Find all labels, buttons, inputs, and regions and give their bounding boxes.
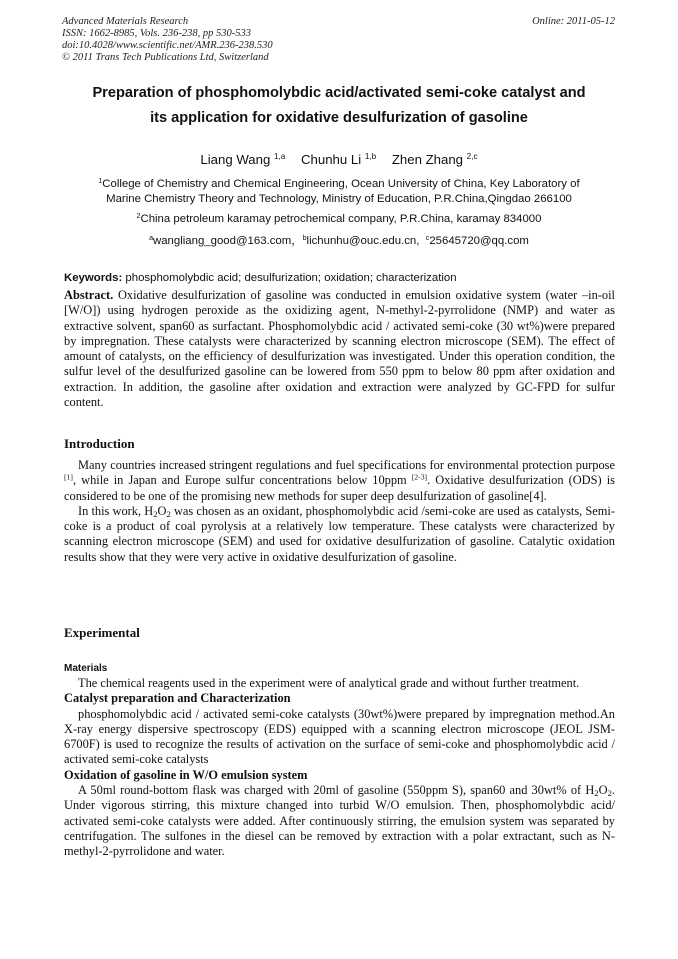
email-link-a[interactable]: wangliang_good@163.com， — [153, 235, 303, 247]
author-affiliation-mark: 1,a — [273, 152, 286, 162]
journal-issn: ISSN: 1662-8985, Vols. 236-238, pp 530-533 — [62, 28, 251, 39]
text-run: O — [598, 783, 608, 798]
author — [301, 152, 376, 167]
keywords-label: Keywords: — [64, 272, 123, 284]
abstract — [64, 288, 615, 410]
author-name: Chunhu Li — [301, 152, 362, 167]
affiliation-mark: 1 — [98, 177, 103, 185]
email-mark: c — [425, 234, 430, 242]
author-affiliation-mark: 1,b — [364, 152, 377, 162]
affiliation-2-text: China petroleum karamay petrochemical company, P.R.China, karamay 834000 — [140, 213, 542, 225]
keywords-text: phosphomolybdic acid; desulfurization; oxidation; characterization — [125, 272, 457, 284]
author — [200, 152, 285, 167]
journal-header — [62, 16, 615, 64]
affiliation-1 — [60, 177, 618, 207]
text-run: Many countries increased stringent regulations and fuel specifications for environmental protection purpose — [78, 458, 615, 472]
text-run: , while in Japan and Europe sulfur concentrations below 10ppm — [72, 473, 412, 488]
author-list — [40, 152, 638, 167]
affiliation-2 — [60, 212, 618, 227]
text-run: . Under vigorous stirring, this mixture changed into turbid W/O emulsion. Then, phosphomolybdic acid/ activated semi-coke catalysts were added. After continuously stirring, the emulsion system was separated by centrifugation. The sulfones in the diesel can be removed by extraction with a polar extractant, such as N-methyl-2-pyrrolidone and water. — [64, 783, 615, 859]
author-name: Liang Wang — [200, 152, 271, 167]
paragraph — [64, 783, 615, 859]
author — [392, 152, 478, 167]
affiliation-mark: 2 — [136, 212, 141, 220]
paper-title — [40, 81, 638, 131]
paper-title-line-1: Preparation of phosphomolybdic acid/activated semi-coke catalyst and — [92, 85, 586, 101]
text-run: . Oxidative desulfurization (ODS) is considered to be one of the promising new methods for super deep desulfurization of gasoline[4]. — [64, 473, 615, 503]
paragraph: phosphomolybdic acid / activated semi-coke catalysts (30wt%)were prepared by impregnation method.An X-ray energy dispersive spectroscopy (EDS) equipped with a scanning electron microscope (JEOL JSM-6700F) is used to recognize the results of activation on the surface of semi-coke and phosphomolybdic acid / activated semi-coke catalysts — [64, 706, 615, 767]
subscript: 2 — [594, 788, 599, 799]
author-affiliation-mark: 2,c — [466, 152, 478, 162]
paragraph — [64, 458, 615, 504]
journal-copyright: © 2011 Trans Tech Publications Ltd, Switzerland — [62, 52, 269, 63]
online-date: Online: 2011-05-12 — [532, 16, 615, 27]
email-mark: b — [302, 234, 307, 242]
email-link-c[interactable]: 25645720@qq.com — [429, 235, 529, 247]
introduction-body — [64, 458, 615, 565]
section-heading-experimental: Experimental — [64, 625, 140, 640]
subsection-heading-oxidation: Oxidation of gasoline in W/O emulsion system — [64, 767, 308, 782]
citation[interactable]: [2-3] — [411, 472, 428, 482]
paragraph: The chemical reagents used in the experiment were of analytical grade and without further treatment. — [78, 676, 580, 690]
subscript: 2 — [153, 509, 158, 520]
subsection-heading-catalyst: Catalyst preparation and Characterization — [64, 691, 291, 706]
subscript: 2 — [607, 788, 612, 799]
journal-doi: doi:10.4028/www.scientific.net/AMR.236-238.530 — [62, 40, 273, 51]
email-link-b[interactable]: lichunhu@ouc.edu.cn, — [306, 235, 420, 247]
paragraph — [64, 504, 615, 565]
journal-name: Advanced Materials Research — [62, 16, 189, 27]
email-mark: a — [149, 234, 153, 242]
text-run: O — [157, 503, 167, 518]
keywords — [64, 271, 616, 286]
paper-title-line-2: its application for oxidative desulfurization of gasoline — [150, 110, 528, 126]
author-emails — [60, 234, 618, 249]
abstract-label: Abstract. — [64, 288, 114, 302]
text-run: was chosen as an oxidant, phosphomolybdic acid /semi-coke are used as catalysts, Semi-coke is a product of coal pyrolysis at a relatively low temperature. These catalysts were characterized by scanning electron microscope (SEM) and used for oxidative desulfurization of gasoline. Catalytic oxidation results show that they were very active in oxidative desulfurization of gasoline. — [64, 503, 615, 564]
affiliation-1-line-2: Marine Chemistry Theory and Technology, Ministry of Education, P.R.China,Qingdao 266100 — [106, 193, 572, 205]
text-run: In this work, H — [78, 503, 154, 518]
subsection-heading-materials: Materials — [64, 663, 108, 674]
section-heading-introduction: Introduction — [64, 436, 135, 451]
subscript: 2 — [166, 509, 171, 520]
experimental-body — [64, 676, 615, 860]
citation[interactable]: [1] — [64, 472, 73, 482]
affiliation-1-line-1: College of Chemistry and Chemical Engineering, Ocean University of China, Key Laboratory of — [102, 178, 580, 190]
abstract-text: Oxidative desulfurization of gasoline was conducted in emulsion oxidative system (water –in-oil [W/O]) using hydrogen peroxide as the oxidizing agent, N-methyl-2-pyrrolidone (NMP) and water as extractive solvent, span60 as surfactant. Phosphomolybdic acid / activated semi-coke (30 wt%)were prepared by impregnation. These catalysts were characterized by scanning electron microscope (SEM). The effect of amount of catalysts, on the efficiency of desulfurization was investigated. Under this operation condition, the sulfur level of the desulfurized gasoline can be lowered from 550 ppm to below 80 ppm after oxidation and extraction. In addition, the gasoline after oxidation and extraction were analyzed by GC-FPD for sulfur content. — [64, 288, 615, 410]
author-name: Zhen Zhang — [391, 152, 463, 167]
text-run: A 50ml round-bottom flask was charged with 20ml of gasoline (550ppm S), span60 and 30wt% of H — [78, 783, 595, 798]
